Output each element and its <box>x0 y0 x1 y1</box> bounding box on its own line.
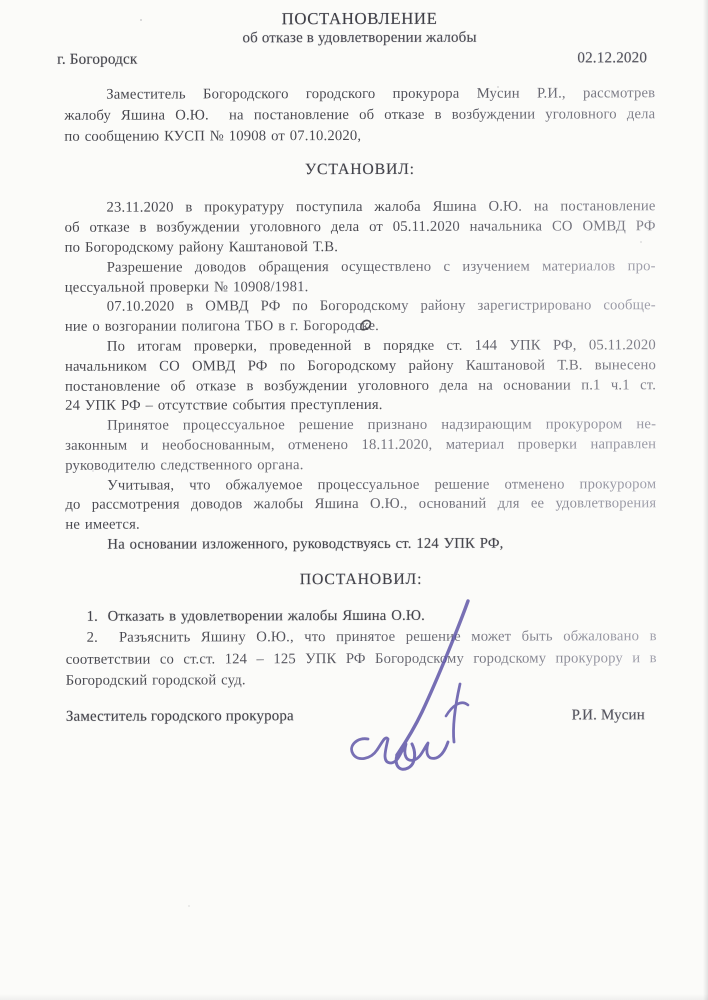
scan-edge-shadow <box>0 994 708 1000</box>
text-line: Принятое процессуальное решение признано надзирающим прокурором не- <box>107 416 657 434</box>
scan-speck <box>640 241 642 243</box>
text-line: жалобу Яшина О.Ю. на постановление об отказе в возбуждении уголовного дела <box>64 106 656 124</box>
text-line: 24 УПК РФ – отсутствие события преступления. <box>65 397 383 415</box>
paragraph <box>65 257 656 298</box>
heading-resolved: ПОСТАНОВИЛ: <box>299 570 423 588</box>
text-line: По итогам проверки, проведенной в порядке ст. 144 УПК РФ, 05.11.2020 <box>106 337 656 355</box>
text-line: до рассмотрения доводов жалобы Яшина О.Ю., оснований для ее удовлетворения <box>65 495 657 514</box>
text-line: На основании изложенного, руководствуясь ст. 124 УПК РФ, <box>107 535 504 553</box>
scan-speck <box>140 19 142 21</box>
document-title: ПОСТАНОВЛЕНИЕ <box>281 8 438 29</box>
text-line: цессуальной проверки № 10908/1981. <box>64 278 309 296</box>
paragraph <box>65 475 656 536</box>
text-line: ние о возгорании полигона ТБО в г. Богородске. <box>64 318 379 335</box>
text-line: 07.10.2020 в ОМВД РФ по Богородскому району зарегистрировано сообще- <box>106 297 656 316</box>
paragraph <box>65 336 656 417</box>
paragraph <box>65 297 656 338</box>
paragraph <box>66 605 657 628</box>
place-label: г. Богородск <box>57 50 138 68</box>
text-line: начальником СО ОМВД РФ по Богородскому району Каштановой Т.В. вынесено <box>64 356 656 375</box>
signature-block <box>66 705 657 728</box>
text-line: законным и необоснованным, отменено 18.11.2020, материал проверки направлен <box>65 436 657 454</box>
paragraph <box>65 534 656 555</box>
paragraph <box>65 198 656 259</box>
findings-section <box>65 198 657 556</box>
text-line: по Богородскому району Каштановой Т.В. <box>64 239 339 256</box>
text-line: об отказе в возбуждении уголовного дела от 05.11.2020 начальника СО ОМВД РФ <box>64 218 656 236</box>
text-line: руководителю следственного органа. <box>65 456 304 474</box>
resolutions-section <box>66 605 657 693</box>
text-line: Разрешение доводов обращения осуществлено с изучением материалов про- <box>106 258 656 276</box>
scan-speck <box>92 470 94 472</box>
text-line: 1. Отказать в удовлетворении жалобы Яшина О.Ю. <box>86 607 425 625</box>
text-line: не имеется. <box>65 516 140 533</box>
text-line: постановление об отказе в возбуждении уголовного дела на основании п.1 ч.1 ст. <box>64 376 657 395</box>
paragraph <box>66 626 657 692</box>
page-content <box>57 0 657 728</box>
intro-paragraph <box>64 83 655 147</box>
document-subtitle: об отказе в удовлетворении жалобы <box>242 29 477 47</box>
text-line: Заместитель Богородского городского прокурора Мусин Р.И., рассмотрев <box>106 85 656 103</box>
text-line: 23.11.2020 в прокуратуру поступила жалоба Яшина О.Ю. на постановление <box>106 198 656 217</box>
signer-name: Р.И. Мусин <box>571 706 645 724</box>
signer-position: Заместитель городского прокурора <box>65 707 294 725</box>
text-line: Богородский городской суд. <box>65 672 246 690</box>
date-label: 02.12.2020 <box>577 49 648 67</box>
text-line: по сообщению КУСП № 10908 от 07.10.2020, <box>64 127 362 145</box>
scan-speck <box>497 86 499 88</box>
paragraph <box>65 415 656 476</box>
scan-speck <box>188 905 190 907</box>
heading-established: УСТАНОВИЛ: <box>304 161 415 179</box>
scan-edge-shadow <box>703 0 708 1000</box>
text-line: 2. Разъяснить Яшину О.Ю., что принятое решение может быть обжаловано в <box>86 628 657 646</box>
dateline <box>57 48 655 70</box>
paragraph <box>64 83 655 147</box>
text-line: Учитывая, что обжалуемое процессуальное решение отменено прокурором <box>107 475 657 494</box>
text-line: соответствии со ст.ст. 124 – 125 УПК РФ Богородскому городскому прокурору и в <box>65 649 657 668</box>
